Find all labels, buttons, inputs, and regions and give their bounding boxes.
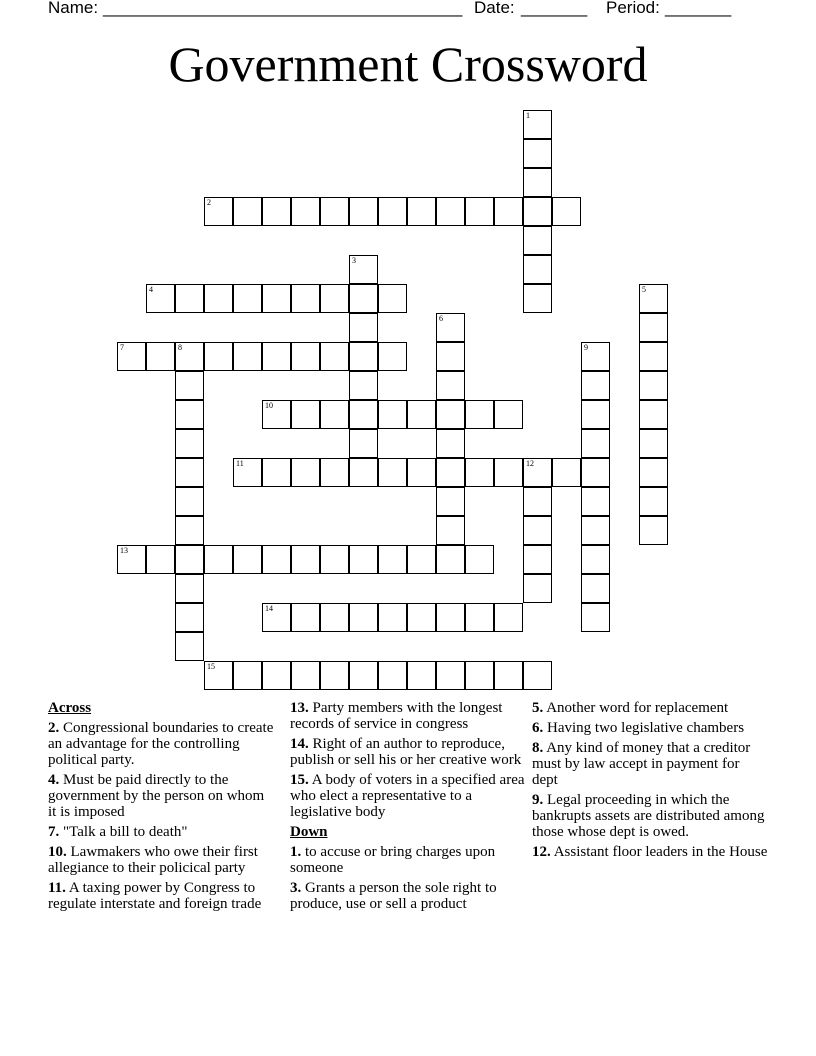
crossword-cell[interactable] bbox=[204, 342, 233, 371]
crossword-cell[interactable] bbox=[378, 545, 407, 574]
crossword-cell[interactable] bbox=[378, 197, 407, 226]
crossword-cell[interactable] bbox=[378, 342, 407, 371]
cell-number: 2 bbox=[207, 198, 211, 207]
clue-across-4: 4. Must be paid directly to the government by the person on whom it is imposed bbox=[48, 772, 265, 820]
crossword-cell[interactable] bbox=[204, 545, 233, 574]
crossword-cell[interactable] bbox=[233, 661, 262, 690]
cell-number: 3 bbox=[352, 256, 356, 265]
crossword-cell[interactable] bbox=[523, 255, 552, 284]
clue-across-2: 2. Congressional boundaries to create an advantage for the controlling political party. bbox=[48, 720, 274, 768]
crossword-cell[interactable] bbox=[349, 400, 378, 429]
crossword-cell[interactable] bbox=[262, 197, 291, 226]
crossword-cell[interactable] bbox=[175, 632, 204, 661]
crossword-cell[interactable] bbox=[262, 661, 291, 690]
crossword-cell[interactable] bbox=[523, 226, 552, 255]
crossword-cell[interactable] bbox=[523, 458, 552, 487]
crossword-cell[interactable] bbox=[639, 371, 668, 400]
cell-number: 5 bbox=[642, 285, 646, 294]
crossword-cell[interactable] bbox=[175, 342, 204, 371]
crossword-cell[interactable] bbox=[494, 458, 523, 487]
crossword-cell[interactable] bbox=[320, 545, 349, 574]
crossword-cell[interactable] bbox=[175, 487, 204, 516]
crossword-cell[interactable] bbox=[523, 487, 552, 516]
crossword-cell[interactable] bbox=[436, 197, 465, 226]
cell-number: 13 bbox=[120, 546, 128, 555]
crossword-cell[interactable] bbox=[320, 342, 349, 371]
crossword-cell[interactable] bbox=[494, 603, 523, 632]
crossword-cell[interactable] bbox=[494, 400, 523, 429]
crossword-cell[interactable] bbox=[146, 545, 175, 574]
crossword-cell[interactable] bbox=[581, 342, 610, 371]
crossword-cell[interactable] bbox=[233, 284, 262, 313]
crossword-cell[interactable] bbox=[436, 429, 465, 458]
crossword-cell[interactable] bbox=[291, 342, 320, 371]
crossword-cell[interactable] bbox=[639, 516, 668, 545]
crossword-cell[interactable] bbox=[291, 400, 320, 429]
crossword-cell[interactable] bbox=[262, 400, 291, 429]
crossword-cell[interactable] bbox=[494, 661, 523, 690]
crossword-cell[interactable] bbox=[175, 371, 204, 400]
clue-across-13: 13. Party members with the longest records of service in congress bbox=[290, 700, 503, 732]
crossword-cell[interactable] bbox=[291, 661, 320, 690]
date-label: Date: bbox=[474, 0, 515, 17]
crossword-cell[interactable] bbox=[436, 371, 465, 400]
crossword-cell[interactable] bbox=[523, 168, 552, 197]
crossword-cell[interactable] bbox=[349, 371, 378, 400]
cell-number: 11 bbox=[236, 459, 244, 468]
crossword-cell[interactable] bbox=[407, 400, 436, 429]
crossword-cell[interactable] bbox=[204, 197, 233, 226]
crossword-cell[interactable] bbox=[349, 342, 378, 371]
crossword-cell[interactable] bbox=[436, 487, 465, 516]
crossword-cell[interactable] bbox=[233, 458, 262, 487]
clue-down-1: 1. to accuse or bring charges upon someone bbox=[290, 844, 496, 876]
crossword-cell[interactable] bbox=[262, 603, 291, 632]
clue-across-10: 10. Lawmakers who owe their first allegiance to their policical party bbox=[48, 844, 258, 876]
clue-across-14: 14. Right of an author to reproduce, publish or sell his or her creative work bbox=[290, 736, 522, 768]
crossword-cell[interactable] bbox=[349, 458, 378, 487]
crossword-cell[interactable] bbox=[436, 342, 465, 371]
clue-down-12: 12. Assistant floor leaders in the House bbox=[532, 844, 768, 860]
crossword-cell[interactable] bbox=[378, 458, 407, 487]
crossword-cell[interactable] bbox=[349, 545, 378, 574]
cell-number: 12 bbox=[526, 459, 534, 468]
name-field[interactable]: ______________________________________ bbox=[103, 0, 463, 17]
clue-down-5: 5. Another word for replacement bbox=[532, 700, 729, 716]
crossword-cell[interactable] bbox=[349, 661, 378, 690]
clues-column-1 bbox=[48, 700, 276, 916]
clue-down-3: 3. Grants a person the sole right to produce, use or sell a product bbox=[290, 880, 497, 912]
cell-number: 6 bbox=[439, 314, 443, 323]
crossword-cell[interactable] bbox=[436, 661, 465, 690]
crossword-cell[interactable] bbox=[378, 284, 407, 313]
crossword-cell[interactable] bbox=[639, 400, 668, 429]
cell-number: 4 bbox=[149, 285, 153, 294]
crossword-cell[interactable] bbox=[117, 342, 146, 371]
crossword-cell[interactable] bbox=[175, 516, 204, 545]
crossword-cell[interactable] bbox=[436, 313, 465, 342]
crossword-cell[interactable] bbox=[291, 458, 320, 487]
crossword-cell[interactable] bbox=[465, 458, 494, 487]
crossword-cell[interactable] bbox=[378, 661, 407, 690]
crossword-cell[interactable] bbox=[291, 284, 320, 313]
crossword-cell[interactable] bbox=[407, 661, 436, 690]
crossword-cell[interactable] bbox=[175, 545, 204, 574]
crossword-cell[interactable] bbox=[552, 197, 581, 226]
crossword-cell[interactable] bbox=[639, 284, 668, 313]
crossword-cell[interactable] bbox=[581, 603, 610, 632]
crossword-cell[interactable] bbox=[581, 400, 610, 429]
clue-down-6: 6. Having two legislative chambers bbox=[532, 720, 745, 736]
crossword-cell[interactable] bbox=[320, 284, 349, 313]
crossword-cell[interactable] bbox=[407, 458, 436, 487]
crossword-cell[interactable] bbox=[581, 487, 610, 516]
crossword-cell[interactable] bbox=[523, 197, 552, 226]
crossword-cell[interactable] bbox=[581, 516, 610, 545]
crossword-cell[interactable] bbox=[465, 197, 494, 226]
crossword-cell[interactable] bbox=[175, 429, 204, 458]
crossword-cell[interactable] bbox=[436, 545, 465, 574]
crossword-cell[interactable] bbox=[465, 603, 494, 632]
crossword-cell[interactable] bbox=[175, 400, 204, 429]
crossword-cell[interactable] bbox=[320, 661, 349, 690]
clue-across-11: 11. A taxing power by Congress to regulate interstate and foreign trade bbox=[48, 880, 262, 912]
crossword-cell[interactable] bbox=[523, 284, 552, 313]
date-field[interactable]: _______ bbox=[521, 0, 588, 17]
crossword-cell[interactable] bbox=[349, 603, 378, 632]
crossword-cell[interactable] bbox=[233, 545, 262, 574]
crossword-cell[interactable] bbox=[378, 400, 407, 429]
crossword-cell[interactable] bbox=[523, 661, 552, 690]
cell-number: 10 bbox=[265, 401, 273, 410]
period-field[interactable]: _______ bbox=[665, 0, 732, 17]
page-title: Government Crossword bbox=[168, 36, 648, 92]
crossword-cell[interactable] bbox=[407, 545, 436, 574]
crossword-cell[interactable] bbox=[175, 574, 204, 603]
crossword-cell[interactable] bbox=[465, 661, 494, 690]
crossword-cell[interactable] bbox=[436, 400, 465, 429]
crossword-cell[interactable] bbox=[523, 139, 552, 168]
crossword-cell[interactable] bbox=[262, 284, 291, 313]
crossword-cell[interactable] bbox=[349, 313, 378, 342]
crossword-cell[interactable] bbox=[262, 458, 291, 487]
crossword-cell[interactable] bbox=[262, 545, 291, 574]
crossword-cell[interactable] bbox=[175, 458, 204, 487]
crossword-cell[interactable] bbox=[291, 545, 320, 574]
clues-column-3 bbox=[532, 700, 768, 864]
crossword-cell[interactable] bbox=[320, 458, 349, 487]
crossword-cell[interactable] bbox=[320, 603, 349, 632]
crossword-cell[interactable] bbox=[349, 197, 378, 226]
crossword-cell[interactable] bbox=[523, 545, 552, 574]
crossword-cell[interactable] bbox=[117, 545, 146, 574]
crossword-cell[interactable] bbox=[291, 603, 320, 632]
crossword-cell[interactable] bbox=[378, 603, 407, 632]
crossword-cell[interactable] bbox=[175, 284, 204, 313]
crossword-cell[interactable] bbox=[639, 487, 668, 516]
cell-number: 8 bbox=[178, 343, 182, 352]
cell-number: 7 bbox=[120, 343, 124, 352]
crossword-cell[interactable] bbox=[204, 661, 233, 690]
crossword-cell[interactable] bbox=[581, 574, 610, 603]
clues-column-2 bbox=[290, 700, 530, 916]
crossword-cell[interactable] bbox=[320, 400, 349, 429]
crossword-cell[interactable] bbox=[465, 545, 494, 574]
crossword-cell[interactable] bbox=[204, 284, 233, 313]
cell-number: 14 bbox=[265, 604, 273, 613]
clue-down-9: 9. Legal proceeding in which the bankrupts assets are distributed among those whose dept is owed. bbox=[532, 792, 765, 840]
crossword-cell[interactable] bbox=[581, 458, 610, 487]
crossword-cell[interactable] bbox=[349, 429, 378, 458]
crossword-cell[interactable] bbox=[436, 603, 465, 632]
period-label: Period: bbox=[606, 0, 660, 17]
crossword-cell[interactable] bbox=[639, 313, 668, 342]
crossword-cell[interactable] bbox=[436, 516, 465, 545]
crossword-cell[interactable] bbox=[146, 284, 175, 313]
crossword-cell[interactable] bbox=[494, 197, 523, 226]
crossword-cell[interactable] bbox=[175, 603, 204, 632]
crossword-cell[interactable] bbox=[349, 284, 378, 313]
crossword-cell[interactable] bbox=[262, 342, 291, 371]
crossword-cell[interactable] bbox=[639, 458, 668, 487]
clue-across-15: 15. A body of voters in a specified area who elect a representative to a legislative body bbox=[290, 772, 525, 820]
crossword-cell[interactable] bbox=[523, 574, 552, 603]
crossword-cell[interactable] bbox=[233, 342, 262, 371]
crossword-cell[interactable] bbox=[146, 342, 175, 371]
crossword-cell[interactable] bbox=[291, 197, 320, 226]
name-label: Name: bbox=[48, 0, 99, 17]
crossword-cell[interactable] bbox=[233, 197, 262, 226]
crossword-cell[interactable] bbox=[407, 603, 436, 632]
crossword-cell[interactable] bbox=[552, 458, 581, 487]
crossword-cell[interactable] bbox=[523, 516, 552, 545]
crossword-cell[interactable] bbox=[581, 371, 610, 400]
crossword-cell[interactable] bbox=[407, 197, 436, 226]
crossword-cell[interactable] bbox=[581, 545, 610, 574]
cell-number: 1 bbox=[526, 111, 530, 120]
crossword-cell[interactable] bbox=[349, 255, 378, 284]
crossword-cell[interactable] bbox=[639, 429, 668, 458]
clue-across-7: 7. "Talk a bill to death" bbox=[48, 824, 188, 840]
crossword-cell[interactable] bbox=[320, 197, 349, 226]
crossword-cell[interactable] bbox=[436, 458, 465, 487]
clue-down-8: 8. Any kind of money that a creditor must by law accept in payment for dept bbox=[532, 740, 751, 788]
across-heading: Across bbox=[48, 700, 92, 716]
down-heading: Down bbox=[290, 824, 328, 840]
crossword-cell[interactable] bbox=[523, 110, 552, 139]
cell-number: 15 bbox=[207, 662, 215, 671]
cell-number: 9 bbox=[584, 343, 588, 352]
crossword-cell[interactable] bbox=[581, 429, 610, 458]
crossword-cell[interactable] bbox=[639, 342, 668, 371]
crossword-cell[interactable] bbox=[465, 400, 494, 429]
